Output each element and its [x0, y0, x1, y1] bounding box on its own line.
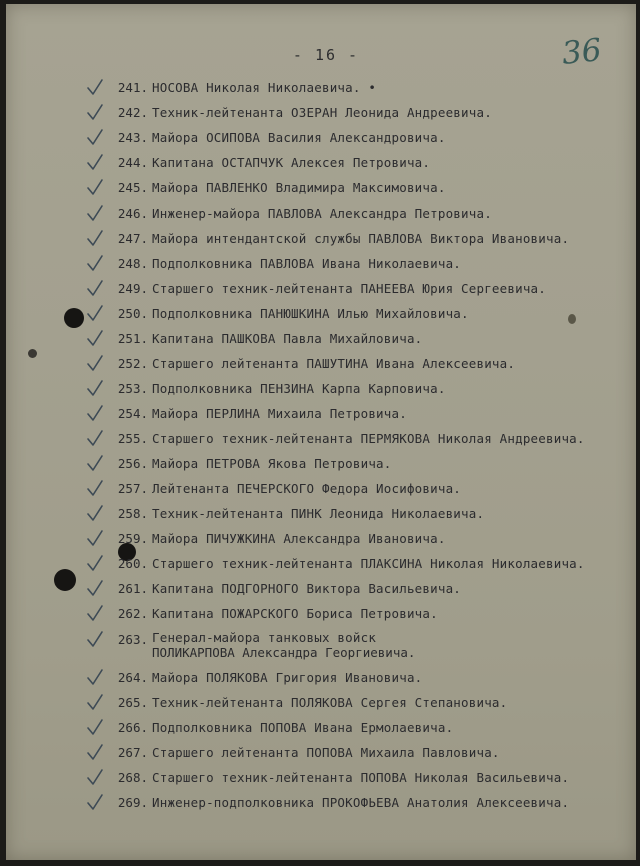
- entry-text: Инженер-подполковника ПРОКОФЬЕВА Анатолия Алексеевича.: [152, 795, 570, 810]
- entry-text: НОСОВА Николая Николаевича. •: [152, 80, 377, 95]
- entry-number: 262.: [117, 606, 148, 621]
- entry-text: Подполковника ПАВЛОВА Ивана Николаевича.: [152, 256, 462, 271]
- page-number: - 16 -: [292, 46, 360, 64]
- entry-number: 259.: [117, 531, 148, 546]
- entry-number: 249.: [117, 281, 148, 296]
- entry-text: Майора интендантской службы ПАВЛОВА Виктора Ивановича.: [152, 231, 570, 246]
- entry-text: Старшего техник-лейтенанта ПОПОВА Николая Васильевича.: [152, 770, 570, 785]
- entry-number: 251.: [117, 331, 148, 346]
- entry-text: Генерал-майора танковых войск: [152, 630, 377, 645]
- punch-hole-icon: [568, 314, 576, 324]
- entry-text: Майора ПАВЛЕНКО Владимира Максимовича.: [152, 180, 446, 195]
- entry-number: 263.: [117, 632, 148, 647]
- entry-number: 243.: [117, 130, 148, 145]
- entry-number: 256.: [117, 456, 148, 471]
- punch-hole-icon: [64, 308, 84, 328]
- entry-number: 248.: [117, 256, 148, 271]
- entry-number: 260.: [117, 556, 148, 571]
- entry-number: 250.: [117, 306, 148, 321]
- entry-number: 241.: [117, 80, 148, 95]
- entry-number: 265.: [117, 695, 148, 710]
- entry-number: 267.: [117, 745, 148, 760]
- entry-text: Майора ПЕТРОВА Якова Петровича.: [152, 456, 392, 471]
- entry-text: Лейтенанта ПЕЧЕРСКОГО Федора Иосифовича.: [152, 481, 462, 496]
- entry-text: Старшего техник-лейтенанта ПЕРМЯКОВА Николая Андреевича.: [152, 431, 585, 446]
- entry-number: 253.: [117, 381, 148, 396]
- entry-text: Капитана ОСТАПЧУК Алексея Петровича.: [152, 155, 431, 170]
- entry-text: Подполковника ПЕНЗИНА Карпа Карповича.: [152, 381, 446, 396]
- entry-number: 264.: [117, 670, 148, 685]
- entry-text: Старшего техник-лейтенанта ПЛАКСИНА Николая Николаевича.: [152, 556, 585, 571]
- entry-text: Старшего лейтенанта ПОПОВА Михаила Павловича.: [152, 745, 500, 760]
- document-sheet: [6, 4, 636, 860]
- entry-number: 246.: [117, 206, 148, 221]
- entry-number: 258.: [117, 506, 148, 521]
- entry-text: Майора ПИЧУЖКИНА Александра Ивановича.: [152, 531, 446, 546]
- entry-text: Старшего техник-лейтенанта ПАНЕЕВА Юрия Сергеевича.: [152, 281, 547, 296]
- entry-text: Майора ОСИПОВА Василия Александровича.: [152, 130, 446, 145]
- entry-number: 252.: [117, 356, 148, 371]
- entry-text-continued: ПОЛИКАРПОВА Александра Георгиевича.: [152, 645, 416, 660]
- entry-number: 247.: [117, 231, 148, 246]
- entry-number: 245.: [117, 180, 148, 195]
- punch-hole-icon: [28, 349, 37, 358]
- entry-text: Техник-лейтенанта ПОЛЯКОВА Сергея Степановича.: [152, 695, 508, 710]
- entry-number: 261.: [117, 581, 148, 596]
- entry-number: 242.: [117, 105, 148, 120]
- entry-number: 254.: [117, 406, 148, 421]
- entry-text: Техник-лейтенанта ОЗЕРАН Леонида Андреевича.: [152, 105, 492, 120]
- entry-number: 268.: [117, 770, 148, 785]
- entry-text: Подполковника ПОПОВА Ивана Ермолаевича.: [152, 720, 454, 735]
- entry-text: Майора ПОЛЯКОВА Григория Ивановича.: [152, 670, 423, 685]
- entry-text: Майора ПЕРЛИНА Михаила Петровича.: [152, 406, 407, 421]
- entry-text: Капитана ПОЖАРСКОГО Бориса Петровича.: [152, 606, 438, 621]
- entry-text: Подполковника ПАНЮШКИНА Илью Михайловича.: [152, 306, 469, 321]
- entry-text: Старшего лейтенанта ПАШУТИНА Ивана Алексеевича.: [152, 356, 516, 371]
- entry-text: Капитана ПАШКОВА Павла Михайловича.: [152, 331, 423, 346]
- entry-text: Капитана ПОДГОРНОГО Виктора Васильевича.: [152, 581, 462, 596]
- entry-number: 266.: [117, 720, 148, 735]
- entry-number: 244.: [117, 155, 148, 170]
- entry-number: 257.: [117, 481, 148, 496]
- entry-number: 269.: [117, 795, 148, 810]
- punch-hole-icon: [54, 569, 76, 591]
- entry-number: 255.: [117, 431, 148, 446]
- entry-text: Техник-лейтенанта ПИНК Леонида Николаевича.: [152, 506, 485, 521]
- folio-number: 36: [560, 32, 604, 72]
- entry-text: Инженер-майора ПАВЛОВА Александра Петровича.: [152, 206, 492, 221]
